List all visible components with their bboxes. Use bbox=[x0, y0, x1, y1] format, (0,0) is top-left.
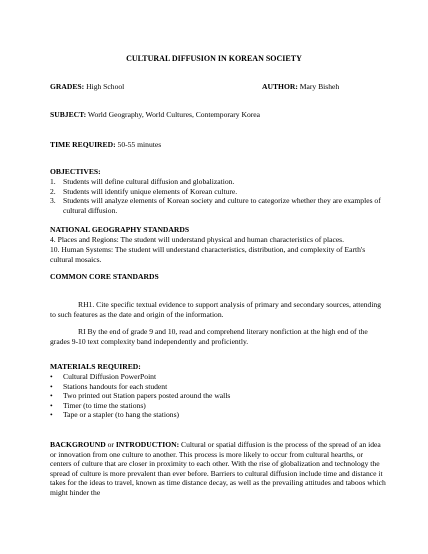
ccs-heading: COMMON CORE STANDARDS bbox=[50, 272, 159, 281]
time-line bbox=[50, 140, 161, 150]
subject-value: World Geography, World Cultures, Contemporary Korea bbox=[87, 110, 261, 119]
bullet-icon: • bbox=[50, 400, 53, 410]
material-item: • Two printed out Station papers posted around the walls bbox=[50, 391, 231, 401]
material-item: • Timer (to time the stations) bbox=[50, 400, 146, 410]
author-label: AUTHOR: bbox=[262, 82, 298, 91]
objectives-list bbox=[50, 177, 386, 215]
materials-heading: MATERIALS REQUIRED: bbox=[50, 362, 141, 371]
bullet-icon: • bbox=[50, 381, 53, 391]
ngs-heading: NATIONAL GEOGRAPHY STANDARDS bbox=[50, 225, 190, 234]
background-paragraph: BACKGROUND or INTRODUCTION: Cultural or spatial diffusion is the process of the spread of an idea or innovation from one culture to another. This process is more likely to occur from cultural hearths, or centers of culture that are closer in proximity to each other. With the rise of globalization and technology the spread of culture is more prevalent than ever before. Barriers to cultural diffusion include time and distance it takes for the ideas to travel, known as time distance decay, as well as the prevailing attitudes and taboos which might hinder the bbox=[50, 440, 386, 497]
objective-item: 3. Students will analyze elements of Korean society and culture to categorize whether they are examples of cultural diffusion. bbox=[50, 196, 381, 215]
document-title: CULTURAL DIFFUSION IN KOREAN SOCIETY bbox=[126, 54, 302, 63]
ngs-line-1: 4. Places and Regions: The student will understand physical and human characteristics of places. bbox=[50, 235, 345, 244]
time-value: 50-55 minutes bbox=[117, 140, 162, 149]
time-label: TIME REQUIRED: bbox=[50, 140, 116, 149]
ngs-line-2: 10. Human Systems: The student will understand characteristics, distribution, and complexity of Earth's cultural mosaics. bbox=[50, 245, 366, 264]
subject-label: SUBJECT: bbox=[50, 110, 87, 119]
bullet-icon: • bbox=[50, 372, 53, 381]
author-value: Mary Bisheh bbox=[299, 82, 340, 91]
bullet-icon: • bbox=[50, 410, 53, 420]
grades-label: GRADES: bbox=[50, 82, 85, 91]
ccs-paragraph-1: RH1. Cite specific textual evidence to support analysis of primary and secondary sources, attending to such features as the date and origin of the information. bbox=[50, 300, 382, 319]
subject-line bbox=[50, 110, 260, 120]
objective-item: 2. Students will identify unique elements of Korean culture. bbox=[50, 186, 238, 196]
ccs-paragraph-2: RI By the end of grade 9 and 10, read and comprehend literary nonfiction at the high end of the grades 9-10 text complexity band independently and proficiently. bbox=[50, 327, 368, 346]
objective-item: 1. Students will define cultural diffusion and globalization. bbox=[50, 177, 235, 186]
material-item: • Cultural Diffusion PowerPoint bbox=[50, 372, 157, 381]
grades-value: High School bbox=[86, 82, 125, 91]
material-item: • Tape or a stapler (to hang the stations) bbox=[50, 410, 180, 420]
bullet-icon: • bbox=[50, 391, 53, 401]
objectives-heading: OBJECTIVES: bbox=[50, 167, 101, 176]
grades-line bbox=[50, 82, 124, 92]
author-line bbox=[262, 82, 339, 92]
materials-list bbox=[50, 372, 386, 420]
material-item: • Stations handouts for each student bbox=[50, 381, 168, 391]
